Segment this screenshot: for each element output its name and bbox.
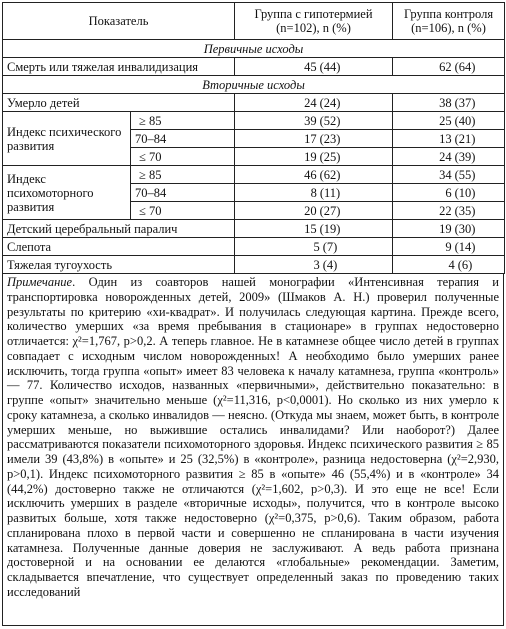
note-text: . Один из соавторов нашей монографии «Интенсивная терапия и транспортировка новорожденных детей, 2009» (Шмаков А. Н.) проверил полученные результаты по критерию «хи-квадрат». И получилась следующая картина. Прежде всего, количество умерших «за время пребывания в стационаре» в группах недостоверно отличается: χ²=1,767, p>0,2. А теперь главное. Не в катамнезе общее число детей в группах совпадает с исходным числом новорожденных! А необходимо было умерших ранее исключить, тогда группа «опыт» имеет 83 человека к началу катамнеза, группа «контроль» — 77. Количество исходов, названных «первичными», действительно показательно: в группе «опыт» значительно меньше (χ²=11,316, p<0,0001). Но сколько из них умерло к сроку катамнеза, а сколько инвалидов — неясно. (Откуда мы знаем, может быть, в контроле умерших меньше, но выжившие остались инвалидами? Или наоборот?) Далее рассматриваются показатели психомоторного здоровья. Индекс психического развития ≥ 85 имели 39 (43,8%) в «опыте» и 25 (32,5%) в «контроле», разница недостоверна (χ²=2,930, p>0,1). Индекс психомоторного развития ≥ 85 в «опыте» 46 (55,4%) и в «контроле» 34 (44,2%) достоверно также не отличаются (χ²=1,602, p>0,3). И это еще не все! Если исключить умерших в разделе «вторичные исходы», получится, что в контроле высоко развитых больше, хотя также недостоверно (χ²=0,375, p>0,6). Таким образом, работа спланирована плохо в первой части и совершенно не спланирована в части изучения катамнеза. Полученные данные доверия не заслуживают. А ведь работа признана достоверной и на основании ее делаются «глобальные» рекомендации. Заметим, складывается впечатление, что существует определенный заказ по проведению таких исследований: [7, 275, 499, 599]
row-label: Смерть или тяжелая инвалидизация: [3, 58, 235, 76]
row-label: Слепота: [3, 238, 235, 256]
row-label: Детский церебральный паралич: [3, 220, 235, 238]
section-title-secondary: Вторичные исходы: [3, 76, 505, 94]
hypo-cell: 20 (27): [235, 202, 393, 220]
sub-label: ≤ 70: [131, 148, 235, 166]
section-row-secondary: [3, 76, 505, 94]
header-hypo-line1: Группа с гипотермией: [254, 7, 373, 21]
hypo-cell: 15 (19): [235, 220, 393, 238]
row-label: Умерло детей: [3, 94, 235, 112]
table-note: [2, 274, 504, 626]
ctrl-cell: 6 (10): [393, 184, 505, 202]
table-row: [3, 238, 505, 256]
ctrl-cell: 13 (21): [393, 130, 505, 148]
hypo-cell: 24 (24): [235, 94, 393, 112]
note-title: Примечание: [7, 275, 73, 289]
outcomes-table: [2, 2, 505, 274]
ctrl-cell: 19 (30): [393, 220, 505, 238]
hypo-cell: 46 (62): [235, 166, 393, 184]
ctrl-cell: 4 (6): [393, 256, 505, 274]
ctrl-cell: 62 (64): [393, 58, 505, 76]
hypo-cell: 3 (4): [235, 256, 393, 274]
section-title-primary: Первичные исходы: [3, 40, 505, 58]
row-label-mental-index: Индекс психического развития: [3, 112, 131, 166]
hypo-cell: 19 (25): [235, 148, 393, 166]
sub-label: 70–84: [131, 184, 235, 202]
header-hypo-line2: (n=102), n (%): [276, 21, 351, 35]
row-label-motor-index: Индекс психомоторного развития: [3, 166, 131, 220]
ctrl-cell: 34 (55): [393, 166, 505, 184]
table-row: [3, 166, 505, 184]
table-row: [3, 94, 505, 112]
header-control-group: [393, 3, 505, 40]
header-indicator: Показатель: [3, 3, 235, 40]
hypo-cell: 17 (23): [235, 130, 393, 148]
ctrl-cell: 24 (39): [393, 148, 505, 166]
table-row: [3, 112, 505, 130]
sub-label: ≥ 85: [131, 112, 235, 130]
sub-label: ≥ 85: [131, 166, 235, 184]
sub-label: 70–84: [131, 130, 235, 148]
section-row-primary: [3, 40, 505, 58]
table-row: [3, 256, 505, 274]
ctrl-cell: 25 (40): [393, 112, 505, 130]
sub-label: ≤ 70: [131, 202, 235, 220]
ctrl-cell: 22 (35): [393, 202, 505, 220]
ctrl-cell: 9 (14): [393, 238, 505, 256]
header-row: [3, 3, 505, 40]
table-row: [3, 58, 505, 76]
header-hypothermia-group: [235, 3, 393, 40]
hypo-cell: 45 (44): [235, 58, 393, 76]
ctrl-cell: 38 (37): [393, 94, 505, 112]
document-page: [2, 2, 504, 627]
hypo-cell: 5 (7): [235, 238, 393, 256]
header-ctrl-line1: Группа контроля: [403, 7, 494, 21]
table-row: [3, 220, 505, 238]
hypo-cell: 8 (11): [235, 184, 393, 202]
row-label: Тяжелая тугоухость: [3, 256, 235, 274]
header-ctrl-line2: (n=106), n (%): [411, 21, 486, 35]
hypo-cell: 39 (52): [235, 112, 393, 130]
